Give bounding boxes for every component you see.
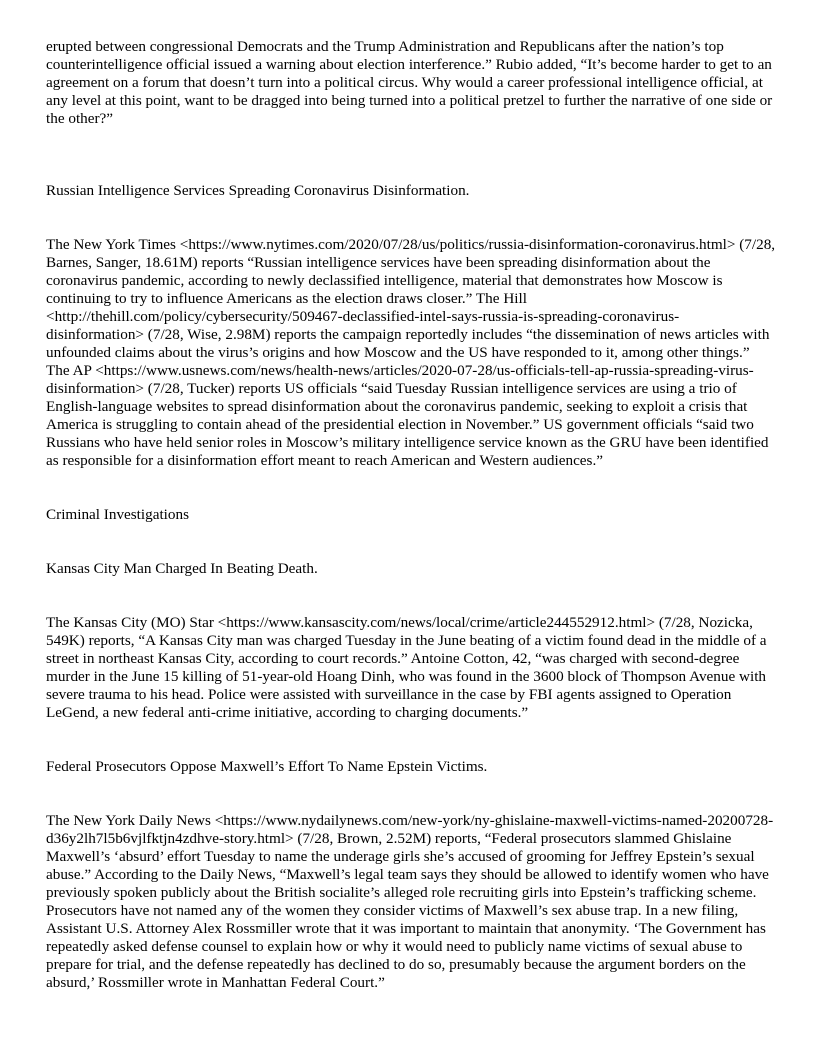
heading-criminal-investigations: Criminal Investigations — [46, 506, 189, 523]
heading-russian-disinformation: Russian Intelligence Services Spreading Coronavirus Disinformation. — [46, 182, 470, 199]
paragraph-rubio-continued: erupted between congressional Democrats and the Trump Administration and Republicans after the nation’s top counterintelligence official issued a warning about election interference.” Rubio added, “It’s become harder to get to an agreement on a forum that doesn’t turn into a political circus. Why would a career professional intelligence official, at any level at this point, want to be dragged into being turned into a political pretzel to further the narrative of one side or the other?” — [46, 38, 773, 127]
document-page — [46, 38, 776, 992]
paragraph-russian-disinformation: The New York Times <https://www.nytimes.com/2020/07/28/us/politics/russia-disinformation-coronavirus.html> (7/28, Barnes, Sanger, 18.61M) reports “Russian intelligence services have been spreading disinformation about the coronavirus pandemic, according to newly declassified intelligence, material that demonstrates how Moscow is continuing to try to influence Americans as the election draws closer.” The Hill <http://thehill.com/policy/cybersecurity/509467-declassified-intel-says-russia-is-spreading-coronavirus-disinformation> (7/28, Wise, 2.98M) reports the campaign reportedly includes “the dissemination of news articles with unfounded claims about the virus’s origins and how Moscow and the US have responded to it, among other things.” The AP <https://www.usnews.com/news/health-news/articles/2020-07-28/us-officials-tell-ap-russia-spreading-virus-disinformation> (7/28, Tucker) reports US officials “said Tuesday Russian intelligence services are using a trio of English-language websites to spread disinformation about the coronavirus pandemic, seeking to exploit a crisis that America is struggling to contain ahead of the presidential election in November.” US government officials “said two Russians who have held senior roles in Moscow’s military intelligence service known as the GRU have been identified as responsible for a disinformation effort meant to reach American and Western audiences.” — [46, 236, 776, 469]
heading-maxwell-epstein: Federal Prosecutors Oppose Maxwell’s Effort To Name Epstein Victims. — [46, 758, 488, 775]
paragraph-kansas-city: The Kansas City (MO) Star <https://www.kansascity.com/news/local/crime/article244552912.html> (7/28, Nozicka, 549K) reports, “A Kansas City man was charged Tuesday in the June beating of a victim found dead in the middle of a street in northeast Kansas City, according to court records.” Antoine Cotton, 42, “was charged with second-degree murder in the June 15 killing of 51-year-old Hoang Dinh, who was found in the 3600 block of Thompson Avenue with severe trauma to his head. Police were assisted with surveillance in the case by FBI agents assigned to Operation LeGend, a new federal anti-crime initiative, according to charging documents.” — [46, 614, 767, 721]
heading-kansas-city: Kansas City Man Charged In Beating Death. — [46, 560, 318, 577]
paragraph-maxwell-epstein: The New York Daily News <https://www.nydailynews.com/new-york/ny-ghislaine-maxwell-victims-named-20200728-d36y2lh7l5b6vjlfktjn4zdhve-story.html> (7/28, Brown, 2.52M) reports, “Federal prosecutors slammed Ghislaine Maxwell’s ‘absurd’ effort Tuesday to name the underage girls she’s accused of grooming for Jeffrey Epstein’s sexual abuse.” According to the Daily News, “Maxwell’s legal team says they should be allowed to identify women who have previously spoken publicly about the British socialite’s alleged role recruiting girls into Epstein’s trafficking scheme. Prosecutors have not named any of the women they consider victims of Maxwell’s sex abuse trap. In a new filing, Assistant U.S. Attorney Alex Rossmiller wrote that it was important to maintain that anonymity. ‘The Government has repeatedly asked defense counsel to explain how or why it would need to publicly name victims of sexual abuse to prepare for trial, and the defense repeatedly has declined to do so, presumably because the argument borders on the absurd,’ Rossmiller wrote in Manhattan Federal Court.” — [46, 812, 774, 991]
